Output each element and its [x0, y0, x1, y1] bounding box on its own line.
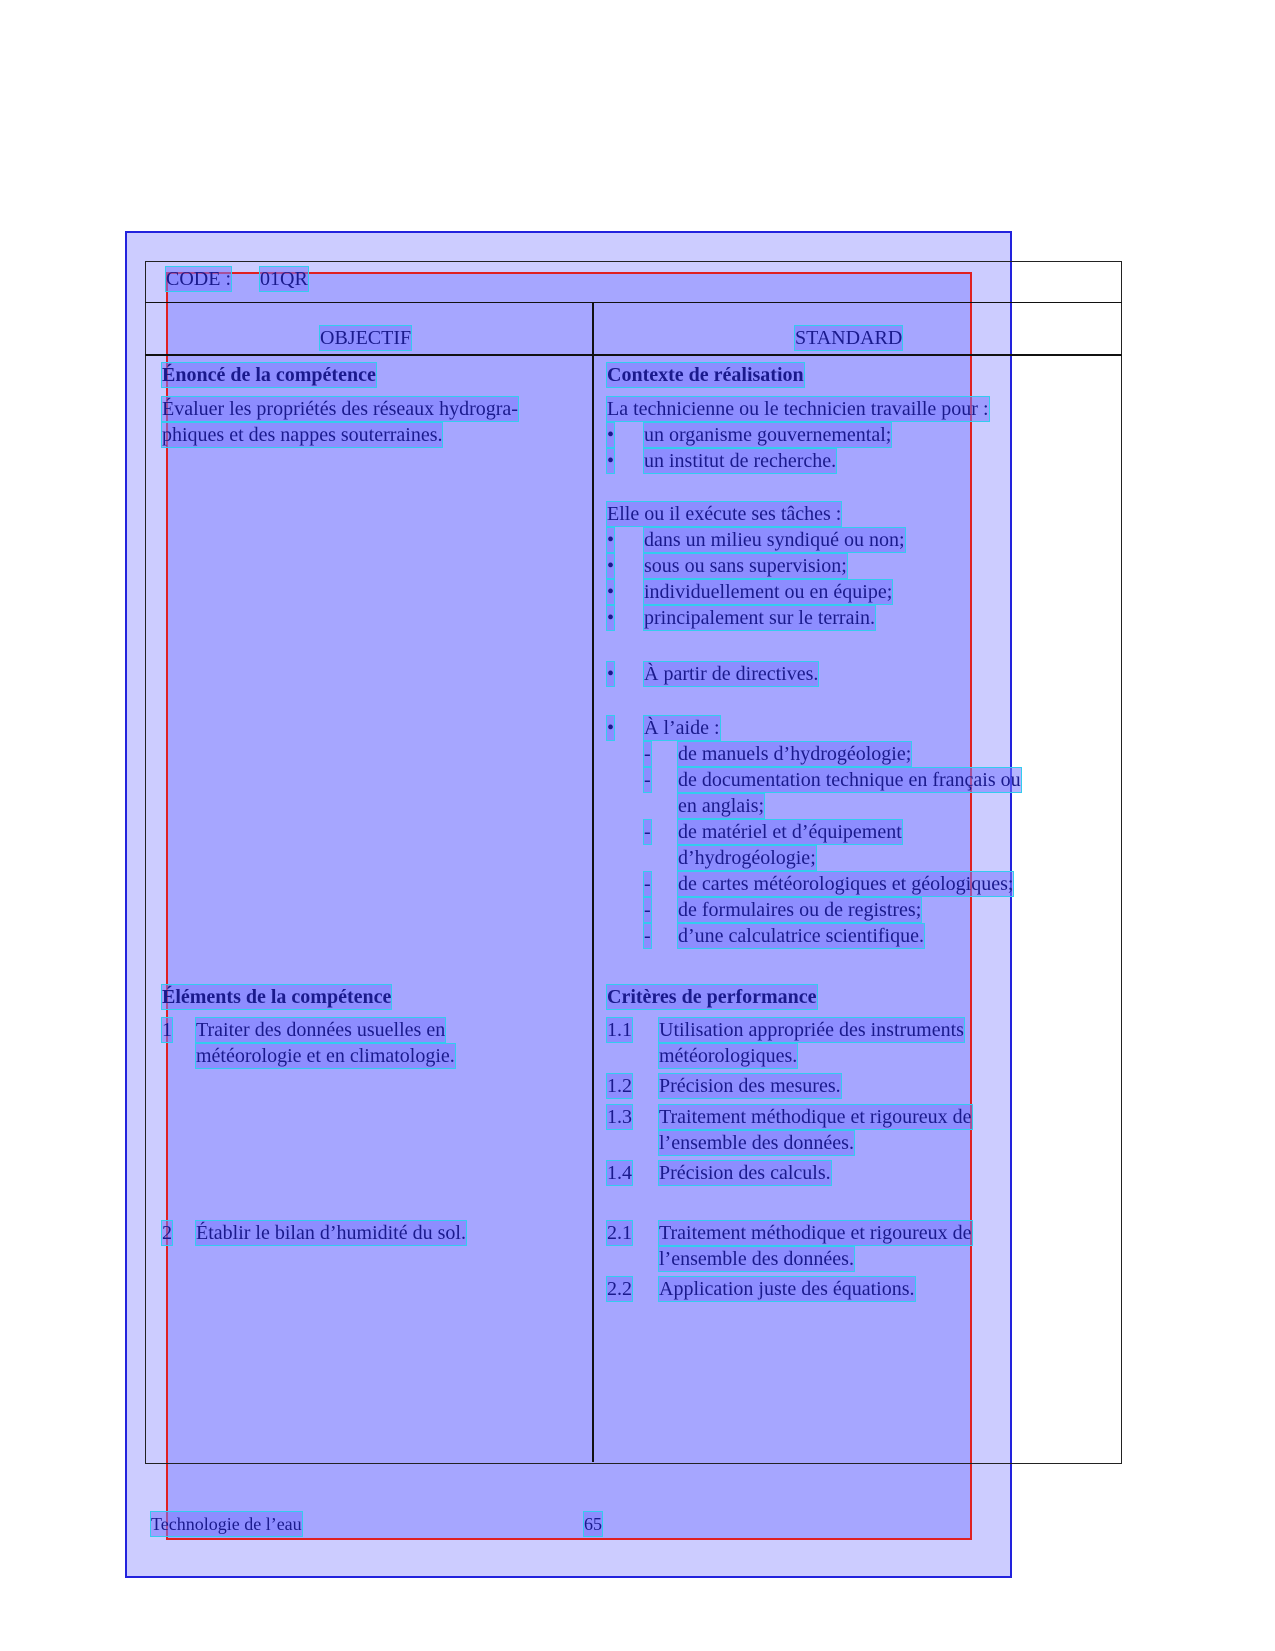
footer-title: Technologie de l’eau	[151, 1514, 302, 1534]
header-rule	[145, 302, 1122, 303]
aid-item-line: de manuels d’hydrogéologie;	[678, 743, 912, 765]
code-value: 01QR	[260, 268, 308, 290]
statement-heading: Énoncé de la compétence	[162, 364, 376, 386]
criterion-number: 1.1	[607, 1019, 632, 1041]
task-item: individuellement ou en équipe;	[644, 581, 893, 603]
criterion-number: 2.2	[607, 1278, 632, 1300]
bullet-marker: •	[607, 529, 615, 551]
aid-item-line: de matériel et d’équipement	[678, 821, 902, 843]
aid-intro: À l’aide :	[644, 717, 720, 739]
column-objectif: OBJECTIF	[320, 327, 412, 349]
bullet-marker: •	[607, 555, 615, 577]
employer-item: un institut de recherche.	[644, 450, 837, 472]
task-item: dans un milieu syndiqué ou non;	[644, 529, 905, 551]
bullet-marker: •	[607, 424, 615, 446]
element-number: 2	[162, 1222, 172, 1244]
code-label: CODE :	[166, 268, 231, 290]
task-item: sous ou sans supervision;	[644, 555, 847, 577]
dash-marker: -	[644, 769, 651, 791]
dash-marker: -	[644, 873, 651, 895]
element-number: 1	[162, 1019, 172, 1041]
aid-item-line: d’hydrogéologie;	[678, 847, 816, 869]
aid-item-line: d’une calculatrice scientifique.	[678, 925, 924, 947]
columns-rule	[145, 354, 1122, 356]
element-line: Traiter des données usuelles en	[196, 1019, 446, 1041]
context-intro: La technicienne ou le technicien travaille pour :	[607, 398, 989, 420]
context-heading: Contexte de réalisation	[607, 364, 804, 386]
elements-heading: Éléments de la compétence	[162, 986, 392, 1008]
statement-line: phiques et des nappes souterraines.	[162, 424, 443, 446]
criterion-line: Précision des calculs.	[659, 1162, 831, 1184]
criteria-heading: Critères de performance	[607, 986, 817, 1008]
criterion-number: 1.4	[607, 1162, 632, 1184]
aid-item-line: en anglais;	[678, 795, 765, 817]
criterion-number: 2.1	[607, 1222, 632, 1244]
criterion-line: Précision des mesures.	[659, 1075, 841, 1097]
footer-page-number: 65	[584, 1514, 602, 1534]
criterion-line: Traitement méthodique et rigoureux de	[659, 1222, 972, 1244]
element-line: Établir le bilan d’humidité du sol.	[196, 1222, 466, 1244]
aid-item-line: de formulaires ou de registres;	[678, 899, 922, 921]
criterion-number: 1.2	[607, 1075, 632, 1097]
bullet-marker: •	[607, 607, 615, 629]
dash-marker: -	[644, 821, 651, 843]
aid-item-line: de documentation technique en français ou	[678, 769, 1021, 791]
criterion-line: Application juste des équations.	[659, 1278, 915, 1300]
criterion-line: Utilisation appropriée des instruments	[659, 1019, 964, 1041]
criterion-line: météorologiques.	[659, 1045, 798, 1067]
criterion-line: Traitement méthodique et rigoureux de	[659, 1106, 972, 1128]
criterion-line: l’ensemble des données.	[659, 1132, 854, 1154]
dash-marker: -	[644, 743, 651, 765]
dash-marker: -	[644, 899, 651, 921]
criterion-number: 1.3	[607, 1106, 632, 1128]
column-divider	[592, 302, 594, 1462]
bullet-marker: •	[607, 581, 615, 603]
column-standard: STANDARD	[795, 327, 903, 349]
bullet-marker: •	[607, 717, 615, 739]
bullet-marker: •	[607, 663, 615, 685]
task-item: principalement sur le terrain.	[644, 607, 876, 629]
aid-item-line: de cartes météorologiques et géologiques;	[678, 873, 1014, 895]
statement-line: Évaluer les propriétés des réseaux hydrogra-	[162, 398, 518, 420]
tasks-intro: Elle ou il exécute ses tâches :	[607, 503, 842, 525]
criterion-line: l’ensemble des données.	[659, 1248, 854, 1270]
element-line: météorologie et en climatologie.	[196, 1045, 455, 1067]
bullet-marker: •	[607, 450, 615, 472]
dash-marker: -	[644, 925, 651, 947]
directives-item: À partir de directives.	[644, 663, 819, 685]
employer-item: un organisme gouvernemental;	[644, 424, 892, 446]
